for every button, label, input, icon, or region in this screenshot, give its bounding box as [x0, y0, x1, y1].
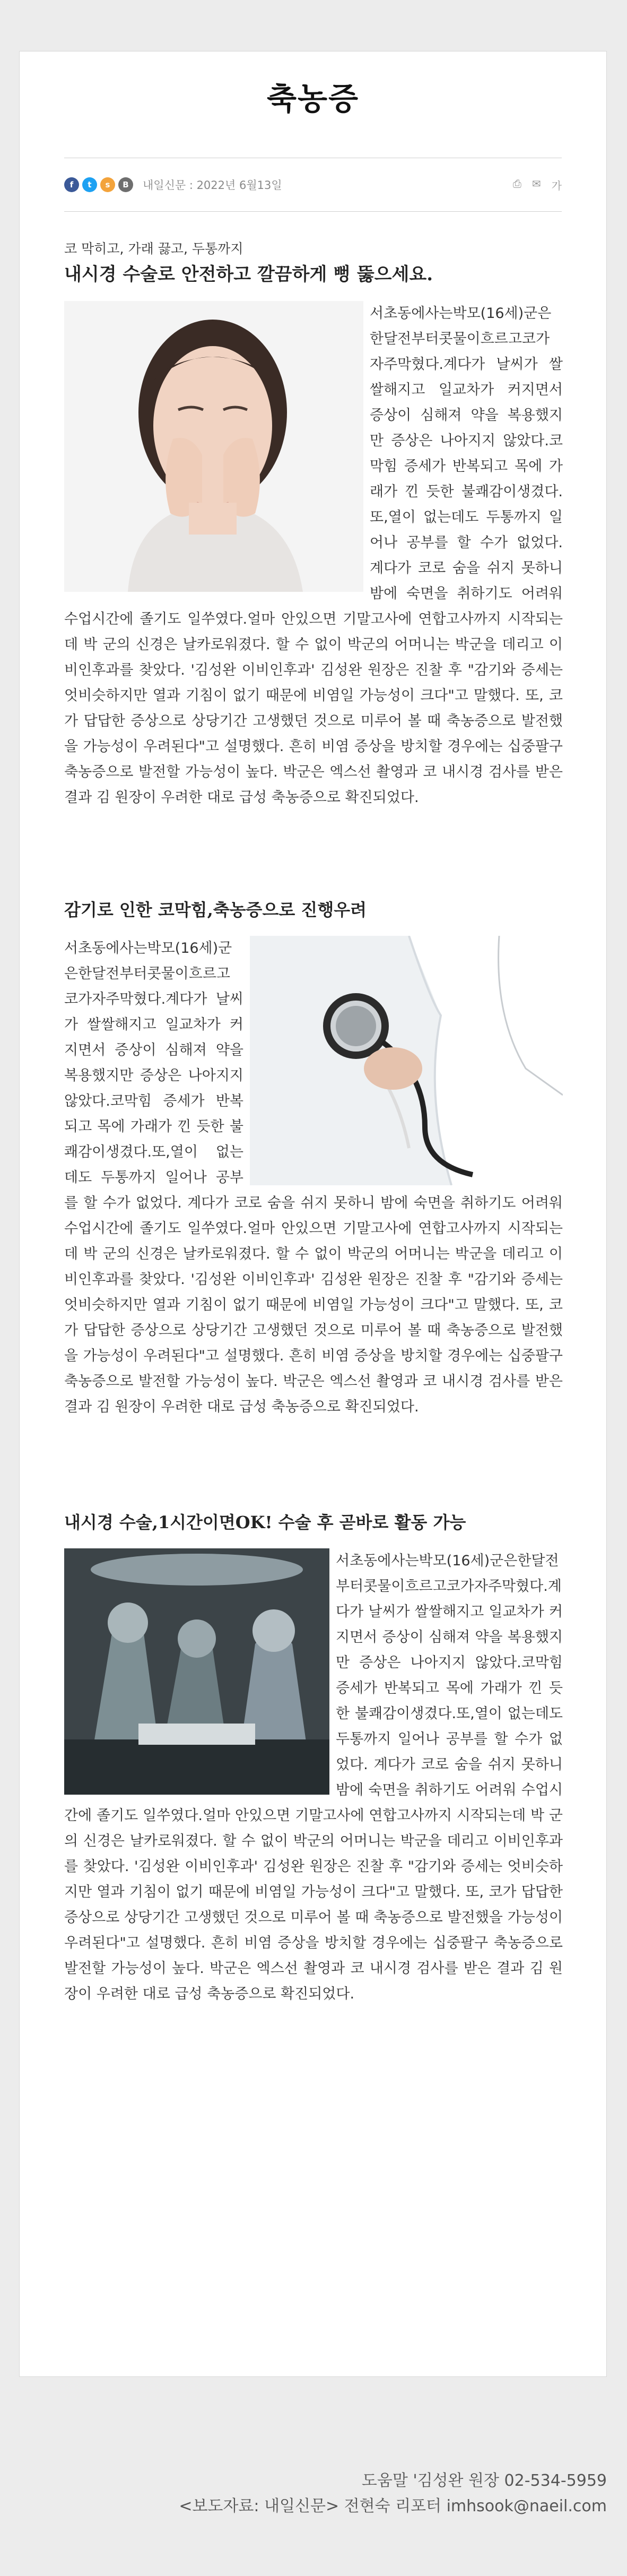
source-line: <보도자료: 내일신문> 전현숙 리포터 imhsook@naeil.com: [179, 2497, 607, 2515]
surgeons-in-operating-room-image: [64, 1548, 329, 1795]
article-kicker: 코 막히고, 가래 끓고, 두통까지: [64, 241, 243, 256]
facebook-icon[interactable]: f: [64, 177, 79, 192]
article-section-2: [64, 936, 563, 1420]
article-headline: 내시경 수술로 안전하고 깔끔하게 뻥 뚫으세요.: [64, 264, 433, 285]
doctor-with-stethoscope-image: [250, 936, 563, 1185]
article-credit: [179, 2468, 607, 2519]
section-3-body: 서초동에사는박모(16세)군은한달전부터콧물이흐르고코가자주막혔다.계다가 날씨가 쌀쌀해지고 일교차가 커지면서 증상이 심해져 약을 복용했지만 증상은 나아지지 않았다.코막힘 증세가 반복되고 목에 가래가 낀 듯한 불쾌감이생겼다.또,열이 없는데도 두통까지 일어나 공부를 할 수가 없었다. 계다가 코로 숨을 쉬지 못하니 밤에 숙면을 취하기도 어려워 수업시간에 졸기도 일쑤였다.얼마 안있으면 기말고사에 연합고사까지 시작되는데 박 군의 신경은 날카로워졌다. 할 수 없이 박군의 어머니는 박군을 데리고 이비인후과를 찾았다. '김성완 이비인후과' 김성완 원장은 진찰 후 "감기와 증세는 엇비슷하지만 열과 기침이 없기 때문에 비염일 가능성이 크다"고 말했다. 또, 코가 답답한 증상으로 상당기간 고생했던 것으로 미루어 볼 때 축농증으로 발전했을 가능성이 우려된다"고 설명했다. 흔히 비염 증상을 방치할 경우에는 십중팔구 축농증으로 발전할 가능성이 높다. 박군은 엑스선 촬영과 코 내시경 검사를 받은 결과 김 원장이 우려한 대로 급성 축농증으로 확진되었다.: [64, 1553, 563, 2002]
section-1-body: 서초동에사는박모(16세)군은한달전부터콧물이흐르고코가자주막혔다.계다가 날씨가 쌀쌀해지고 일교차가 커지면서 증상이 심해져 약을 복용했지만 증상은 나아지지 않았다.코막힘 증세가 반복되고 목에 가래가 낀 듯한 불쾌감이생겼다.또,열이 없는데도 두통까지 일어나 공부를 할 수가 없었다. 계다가 코로 숨을 쉬지 못하니 밤에 숙면을 취하기도 어려워 수업시간에 졸기도 일쑤였다.얼마 안있으면 기말고사에 연합고사까지 시작되는데 박 군의 신경은 날카로워졌다. 할 수 없이 박군의 어머니는 박군을 데리고 이비인후과를 찾았다. '김성완 이비인후과' 김성완 원장은 진찰 후 "감기와 증세는 엇비슷하지만 열과 기침이 없기 때문에 비염일 가능성이 크다"고 말했다. 또, 코가 답답한 증상으로 상당기간 고생했던 것으로 미루어 볼 때 축농증으로 발전했을 가능성이 우려된다"고 설명했다. 흔히 비염 증상을 방치할 경우에는 십중팔구 축농증으로 발전할 가능성이 높다. 박군은 엑스선 촬영과 코 내시경 검사를 받은 결과 김 원장이 우려한 대로 급성 축농증으로 확진되었다.: [64, 305, 563, 806]
section-2-body: 서초동에사는박모(16세)군은한달전부터콧물이흐르고코가자주막혔다.계다가 날씨가 쌀쌀해지고 일교차가 커지면서 증상이 심해져 약을 복용했지만 증상은 나아지지 않았다.코막힘 증세가 반복되고 목에 가래가 낀 듯한 불쾌감이생겼다.또,열이 없는데도 두통까지 일어나 공부를 할 수가 없었다. 계다가 코로 숨을 쉬지 못하니 밤에 숙면을 취하기도 어려워 수업시간에 졸기도 일쑤였다.얼마 안있으면 기말고사에 연합고사까지 시작되는데 박 군의 신경은 날카로워졌다. 할 수 없이 박군의 어머니는 박군을 데리고 이비인후과를 찾았다. '김성완 이비인후과' 김성완 원장은 진찰 후 "감기와 증세는 엇비슷하지만 열과 기침이 없기 때문에 비염일 가능성이 크다"고 말했다. 또, 코가 답답한 증상으로 상당기간 고생했던 것으로 미루어 볼 때 축농증으로 발전했을 가능성이 우려된다"고 설명했다. 흔히 비염 증상을 방치할 경우에는 십중팔구 축농증으로 발전할 가능성이 높다. 박군은 엑스선 촬영과 코 내시경 검사를 받은 결과 김 원장이 우려한 대로 급성 축농증으로 확진되었다.: [64, 940, 563, 1415]
font-size-icon[interactable]: 가: [551, 179, 562, 192]
section-2-title: 감기로 인한 코막힘,축농증으로 진행우려: [64, 900, 367, 920]
article-section-3: [64, 1548, 563, 2007]
print-icon[interactable]: ⎙: [512, 177, 521, 190]
help-line: 도움말 '김성완 원장 02-534-5959: [361, 2471, 607, 2490]
kakaostory-icon[interactable]: s: [100, 177, 115, 192]
woman-holding-nose-image: [64, 301, 363, 592]
blog-icon[interactable]: B: [118, 177, 133, 192]
article-meta-bar: [64, 158, 562, 212]
email-icon[interactable]: ✉: [532, 177, 541, 190]
article-section-1: [64, 301, 563, 811]
twitter-icon[interactable]: t: [82, 177, 97, 192]
article-page: [19, 51, 607, 2377]
article-byline: 내일신문 : 2022년 6월13일: [143, 179, 282, 192]
share-buttons: [64, 177, 133, 192]
page-title: 축농증: [266, 81, 360, 117]
section-3-title: 내시경 수술,1시간이면OK! 수술 후 곧바로 활동 가능: [64, 1512, 466, 1532]
article-tools: [513, 177, 562, 193]
